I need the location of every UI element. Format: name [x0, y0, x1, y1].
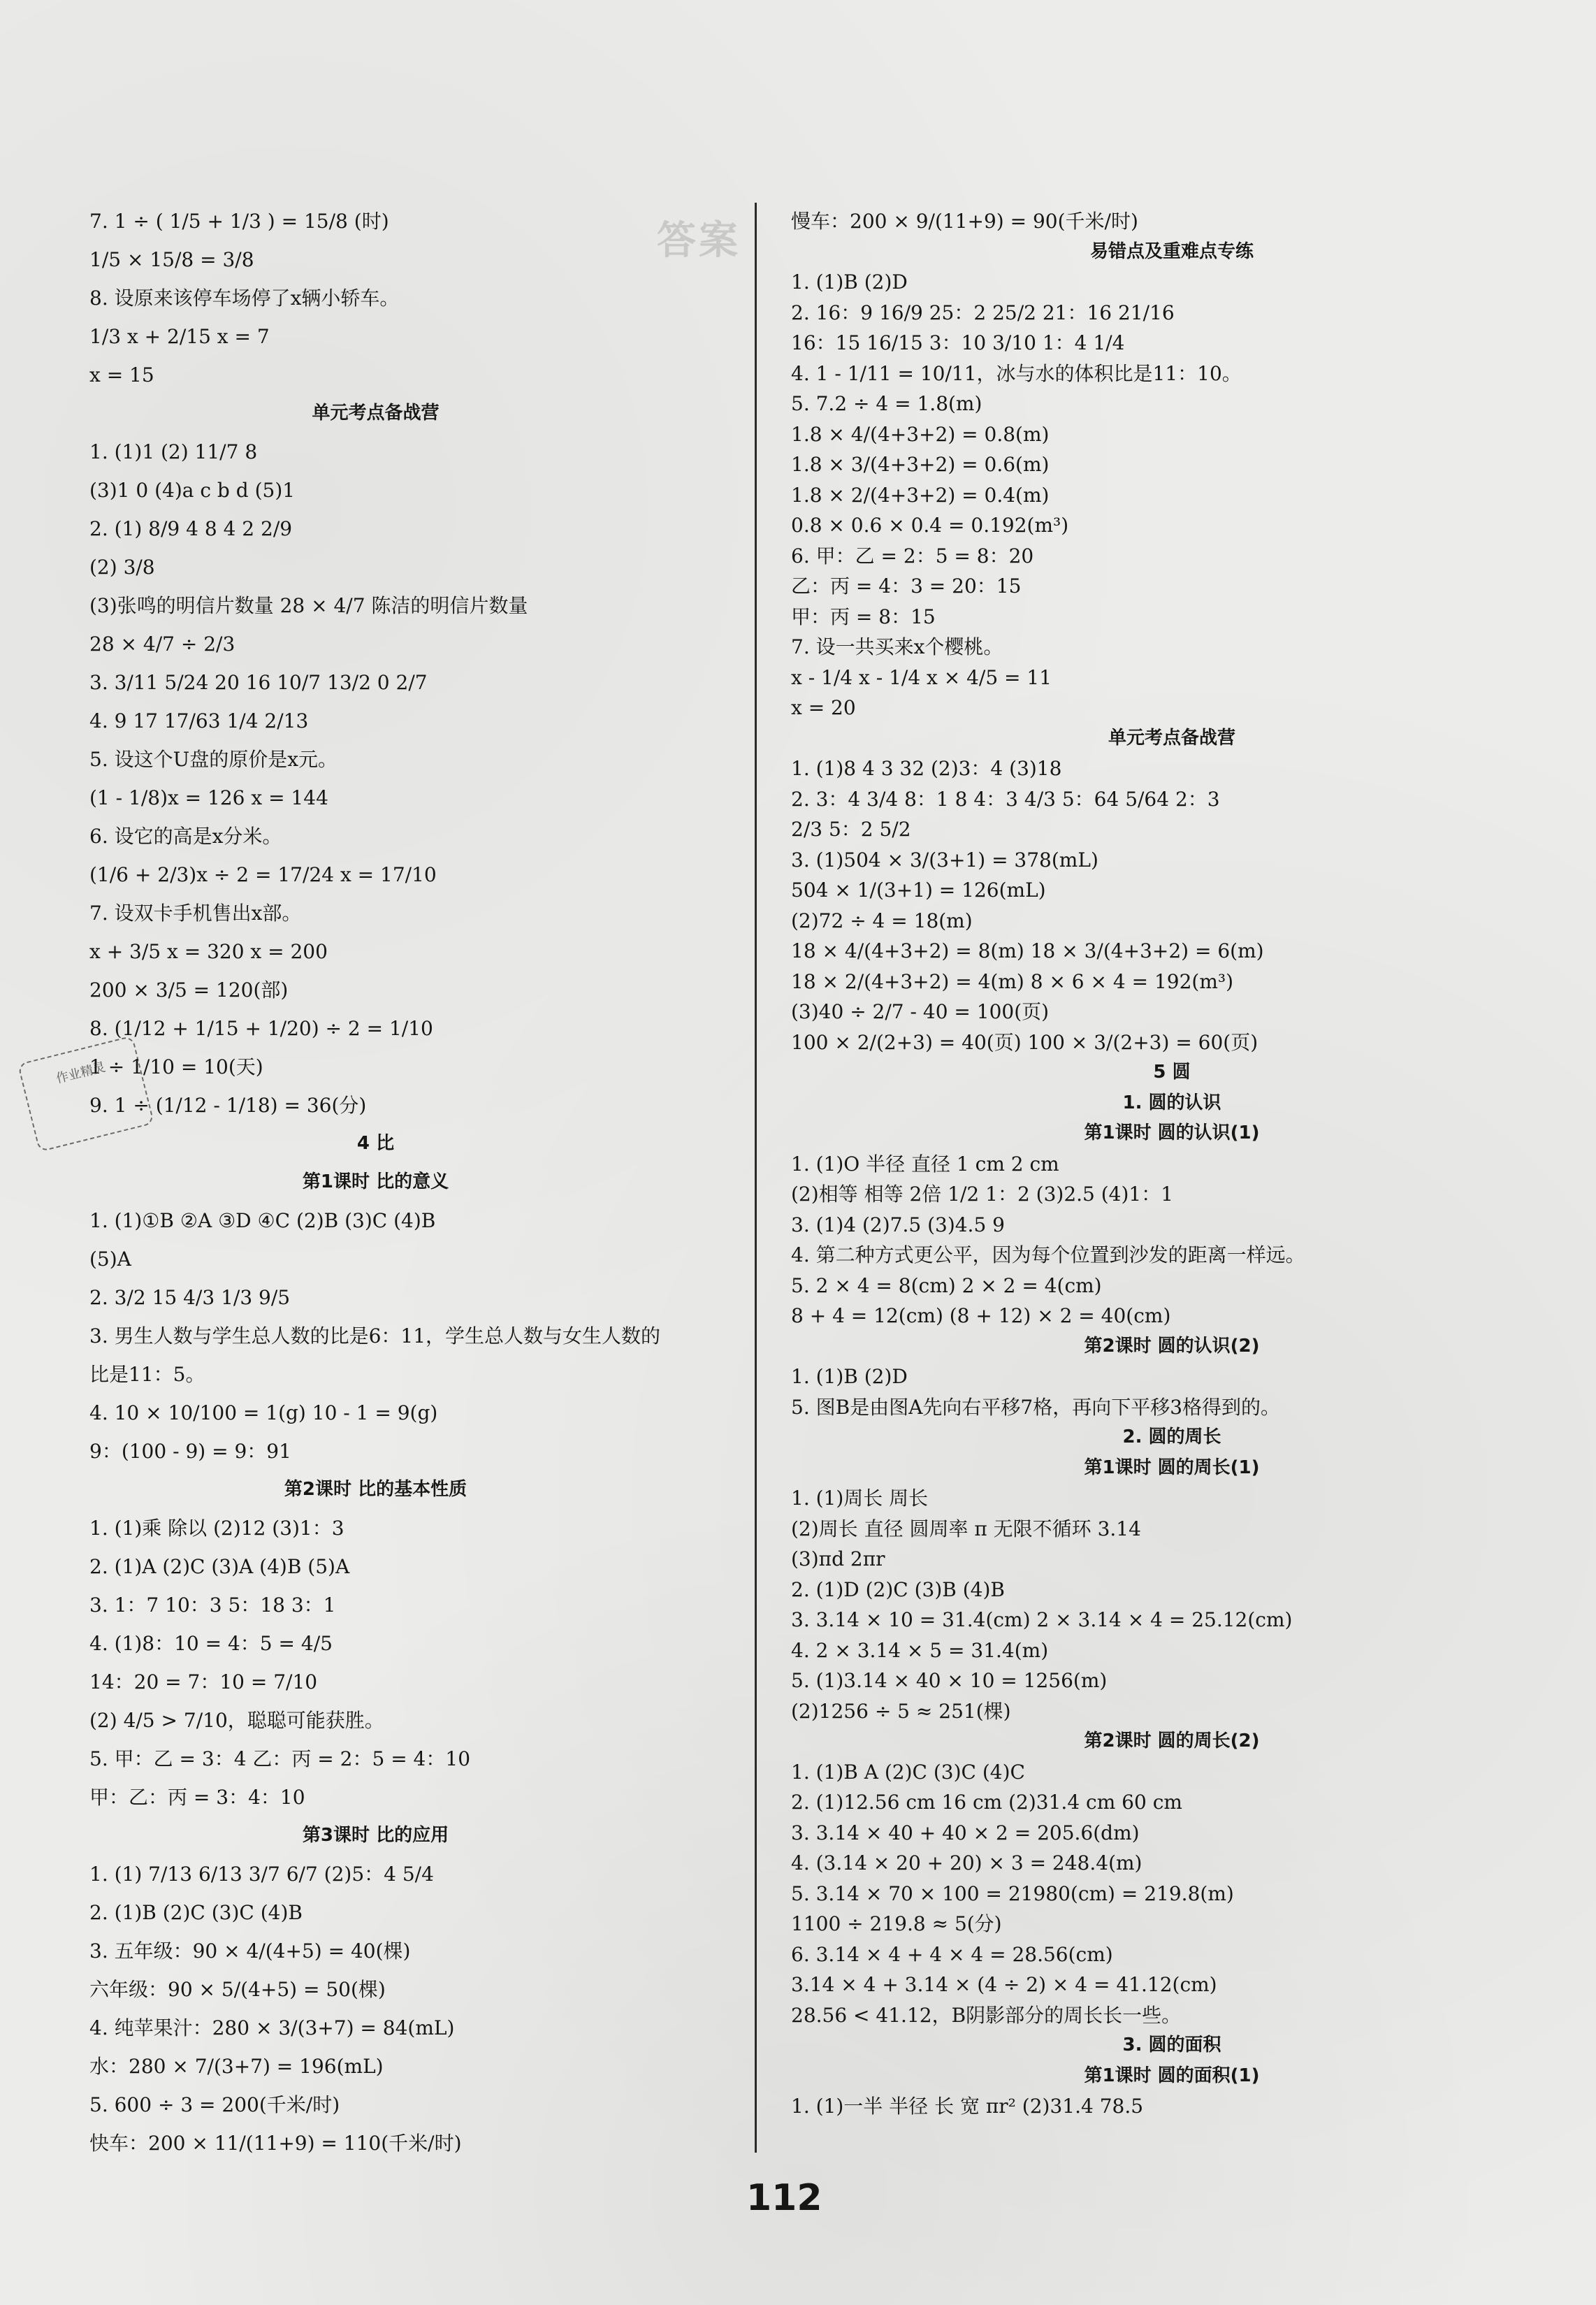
- section-heading: 第2课时 圆的认识(2): [1084, 1335, 1260, 1357]
- left-column: [0, 0, 751, 2202]
- answer-line: 4. 9 17 17/63 1/4 2/13: [89, 709, 309, 732]
- answer-line: 2. (1) 8/9 4 8 4 2 2/9: [89, 517, 293, 540]
- section-heading: 第3课时 比的应用: [302, 1825, 449, 1846]
- answer-line: 2. (1)B (2)C (3)C (4)B: [89, 1901, 303, 1924]
- answer-line: 8. 设原来该停车场停了x辆小轿车。: [89, 287, 400, 310]
- answer-line: (1/6 + 2/3)x ÷ 2 = 17/24 x = 17/10: [89, 863, 437, 886]
- answer-line: 1. (1)乘 除以 (2)12 (3)1：3: [89, 1517, 344, 1540]
- answer-line: 6. 3.14 × 4 + 4 × 4 = 28.56(cm): [791, 1942, 1113, 1966]
- answer-line: 3.14 × 4 + 3.14 × (4 ÷ 2) × 4 = 41.12(cm): [791, 1973, 1217, 1996]
- answer-line: 2/3 5：2 5/2: [791, 818, 911, 841]
- answer-line: 1. (1) 7/13 6/13 3/7 6/7 (2)5：4 5/4: [89, 1863, 434, 1886]
- section-heading: 第1课时 比的意义: [302, 1171, 449, 1192]
- answer-line: 3. 男生人数与学生总人数的比是6：11，学生总人数与女生人数的: [89, 1324, 661, 1347]
- section-heading: 1. 圆的认识: [1122, 1092, 1221, 1113]
- section-heading: 单元考点备战营: [312, 403, 440, 424]
- answer-line: 5. 图B是由图A先向右平移7格，再向下平移3格得到的。: [791, 1395, 1281, 1419]
- answer-line: x = 20: [791, 696, 856, 719]
- answer-line: 200 × 3/5 = 120(部): [89, 978, 289, 1002]
- answer-line: 2. (1)12.56 cm 16 cm (2)31.4 cm 60 cm: [791, 1791, 1182, 1814]
- answer-line: 2. (1)D (2)C (3)B (4)B: [791, 1577, 1005, 1601]
- page-number: 112: [746, 2177, 822, 2219]
- answer-line: (2)72 ÷ 4 = 18(m): [791, 909, 973, 932]
- answer-line: (3)张鸣的明信片数量 28 × 4/7 陈洁的明信片数量: [89, 594, 528, 617]
- answer-line: (2)1256 ÷ 5 ≈ 251(棵): [791, 1699, 1011, 1723]
- answer-line: 28 × 4/7 ÷ 2/3: [89, 633, 235, 656]
- answer-line: x + 3/5 x = 320 x = 200: [89, 940, 328, 963]
- answer-line: 14：20 = 7：10 = 7/10: [89, 1670, 318, 1693]
- answer-line: x = 15: [89, 363, 154, 386]
- section-heading: 5 圆: [1153, 1062, 1191, 1083]
- answer-line: 3. 3.14 × 40 + 40 × 2 = 205.6(dm): [791, 1821, 1140, 1844]
- answer-line: 2. 16：9 16/9 25：2 25/2 21：16 21/16: [791, 301, 1175, 324]
- answer-line: 5. 甲：乙 = 3：4 乙：丙 = 2：5 = 4：10: [89, 1747, 471, 1770]
- stamp-logo: 作业精灵: [17, 1035, 154, 1152]
- answer-line: 1 ÷ 1/10 = 10(天): [89, 1055, 263, 1078]
- answer-line: 1100 ÷ 219.8 ≈ 5(分): [791, 1912, 1002, 1935]
- answer-line: 3. 3.14 × 10 = 31.4(cm) 2 × 3.14 × 4 = 25.12(cm): [791, 1608, 1293, 1631]
- answer-line: (3)πd 2πr: [791, 1547, 885, 1570]
- answer-line: 5. 600 ÷ 3 = 200(千米/时): [89, 2093, 340, 2116]
- answer-line: (5)A: [89, 1248, 131, 1271]
- answer-line: 1. (1)B (2)D: [791, 270, 908, 294]
- answer-line: 4. 纯苹果汁：280 × 3/(3+7) = 84(mL): [89, 2016, 455, 2039]
- answer-line: 甲：丙 = 8：15: [791, 605, 936, 628]
- answer-line: 2. 3：4 3/4 8：1 8 4：3 4/3 5：64 5/64 2：3: [791, 787, 1220, 811]
- answer-line: 甲：乙：丙 = 3：4：10: [89, 1786, 305, 1809]
- answer-line: (1 - 1/8)x = 126 x = 144: [89, 786, 328, 809]
- answer-line: 1. (1)B (2)D: [791, 1365, 908, 1388]
- answer-line: 3. (1)504 × 3/(3+1) = 378(mL): [791, 848, 1098, 872]
- right-column: [756, 0, 1588, 2202]
- answer-line: 0.8 × 0.6 × 0.4 = 0.192(m³): [791, 514, 1069, 537]
- answer-line: 2. 3/2 15 4/3 1/3 9/5: [89, 1286, 291, 1309]
- answer-line: (3)40 ÷ 2/7 - 40 = 100(页): [791, 1000, 1050, 1023]
- answer-line: 8 + 4 = 12(cm) (8 + 12) × 2 = 40(cm): [791, 1304, 1171, 1327]
- answer-line: (2)周长 直径 圆周率 π 无限不循环 3.14: [791, 1517, 1141, 1540]
- answer-line: 1. (1)8 4 3 32 (2)3：4 (3)18: [791, 757, 1062, 780]
- answer-line: 1. (1)①B ②A ③D ④C (2)B (3)C (4)B: [89, 1209, 436, 1232]
- answer-line: 3. (1)4 (2)7.5 (3)4.5 9: [791, 1213, 1005, 1236]
- answer-line: 4. 10 × 10/100 = 1(g) 10 - 1 = 9(g): [89, 1401, 438, 1424]
- answer-line: (2) 3/8: [89, 556, 155, 579]
- section-heading: 4 比: [356, 1133, 395, 1154]
- answer-line: 1. (1)一半 半径 长 宽 πr² (2)31.4 78.5: [791, 2095, 1144, 2118]
- answer-line: 乙：丙 = 4：3 = 20：15: [791, 575, 1022, 598]
- answer-line: 9. 1 ÷ (1/12 - 1/18) = 36(分): [89, 1094, 367, 1117]
- answer-line: 7. 1 ÷ ( 1/5 + 1/3 ) = 15/8 (时): [89, 210, 389, 233]
- answer-line: 5. (1)3.14 × 40 × 10 = 1256(m): [791, 1669, 1108, 1692]
- answer-line: 18 × 2/(4+3+2) = 4(m) 8 × 6 × 4 = 192(m³): [791, 969, 1234, 993]
- answer-line: 6. 甲：乙 = 2：5 = 8：20: [791, 544, 1034, 568]
- answer-line: 28.56 < 41.12，B阴影部分的周长长一些。: [791, 2003, 1182, 2027]
- answer-line: 1. (1)O 半径 直径 1 cm 2 cm: [791, 1152, 1059, 1176]
- watermark: 答案: [657, 218, 741, 263]
- answer-line: 1/5 × 15/8 = 3/8: [89, 248, 254, 271]
- section-heading: 易错点及重难点专练: [1089, 240, 1254, 262]
- answer-line: 3. 1：7 10：3 5：18 3：1: [89, 1594, 336, 1617]
- answer-line: 3. 3/11 5/24 20 16 10/7 13/2 0 2/7: [89, 671, 428, 694]
- answer-line: 8. (1/12 + 1/15 + 1/20) ÷ 2 = 1/10: [89, 1017, 433, 1040]
- answer-line: 9：(100 - 9) = 9：91: [89, 1440, 291, 1463]
- answer-line: (2) 4/5 > 7/10，聪聪可能获胜。: [89, 1709, 384, 1732]
- answer-line: 1. (1)周长 周长: [791, 1487, 929, 1510]
- answer-line: (3)1 0 (4)a c b d (5)1: [89, 479, 296, 502]
- answer-line: 1. (1)1 (2) 11/7 8: [89, 440, 258, 463]
- answer-line: 4. (3.14 × 20 + 20) × 3 = 248.4(m): [791, 1851, 1142, 1874]
- answer-line: 比是11：5。: [89, 1363, 205, 1386]
- answer-line: 1/3 x + 2/15 x = 7: [89, 325, 270, 348]
- answer-line: 5. 3.14 × 70 × 100 = 21980(cm) = 219.8(m): [791, 1881, 1234, 1905]
- section-heading: 第2课时 圆的周长(2): [1084, 1730, 1260, 1751]
- section-heading: 第2课时 比的基本性质: [284, 1479, 467, 1500]
- answer-line: 4. 第二种方式更公平，因为每个位置到沙发的距离一样远。: [791, 1243, 1305, 1266]
- answer-line: (2)相等 相等 2倍 1/2 1：2 (3)2.5 (4)1：1: [791, 1183, 1174, 1206]
- answer-line: 1.8 × 4/(4+3+2) = 0.8(m): [791, 422, 1050, 446]
- section-heading: 第1课时 圆的认识(1): [1084, 1122, 1260, 1143]
- answer-line: 六年级：90 × 5/(4+5) = 50(棵): [89, 1978, 386, 2001]
- section-heading: 2. 圆的周长: [1122, 1426, 1221, 1447]
- answer-line: 5. 设这个U盘的原价是x元。: [89, 748, 338, 771]
- answer-line: 2. (1)A (2)C (3)A (4)B (5)A: [89, 1555, 350, 1578]
- answer-line: 水：280 × 7/(3+7) = 196(mL): [89, 2055, 384, 2078]
- section-heading: 单元考点备战营: [1108, 727, 1235, 749]
- answer-line: 504 × 1/(3+1) = 126(mL): [791, 879, 1046, 902]
- answer-line: 7. 设一共买来x个樱桃。: [791, 635, 1003, 658]
- answer-line: 7. 设双卡手机售出x部。: [89, 902, 302, 925]
- answer-line: 6. 设它的高是x分米。: [89, 825, 282, 848]
- answer-line: 4. 2 × 3.14 × 5 = 31.4(m): [791, 1638, 1049, 1662]
- answer-line: 1.8 × 2/(4+3+2) = 0.4(m): [791, 483, 1050, 507]
- answer-line: 3. 五年级：90 × 4/(4+5) = 40(棵): [89, 1939, 411, 1963]
- answer-line: x - 1/4 x - 1/4 x × 4/5 = 11: [791, 665, 1052, 689]
- answer-line: 4. (1)8：10 = 4：5 = 4/5: [89, 1632, 333, 1655]
- answer-line: 5. 7.2 ÷ 4 = 1.8(m): [791, 392, 982, 415]
- answer-line: 16：15 16/15 3：10 3/10 1：4 1/4: [791, 331, 1125, 354]
- answer-line: 18 × 4/(4+3+2) = 8(m) 18 × 3/(4+3+2) = 6(m): [791, 939, 1264, 962]
- answer-line: 慢车：200 × 9/(11+9) = 90(千米/时): [791, 210, 1138, 233]
- answer-line: 5. 2 × 4 = 8(cm) 2 × 2 = 4(cm): [791, 1273, 1102, 1297]
- answer-line: 4. 1 - 1/11 = 10/11，冰与水的体积比是11：10。: [791, 361, 1242, 385]
- answer-line: 1. (1)B A (2)C (3)C (4)C: [791, 1760, 1025, 1784]
- section-heading: 第1课时 圆的面积(1): [1084, 2065, 1260, 2086]
- answer-line: 1.8 × 3/(4+3+2) = 0.6(m): [791, 453, 1050, 476]
- answer-line: 100 × 2/(2+3) = 40(页) 100 × 3/(2+3) = 60(页): [791, 1030, 1258, 1054]
- section-heading: 第1课时 圆的周长(1): [1084, 1457, 1260, 1478]
- section-heading: 3. 圆的面积: [1122, 2035, 1221, 2055]
- answer-line: 快车：200 × 11/(11+9) = 110(千米/时): [89, 2132, 462, 2155]
